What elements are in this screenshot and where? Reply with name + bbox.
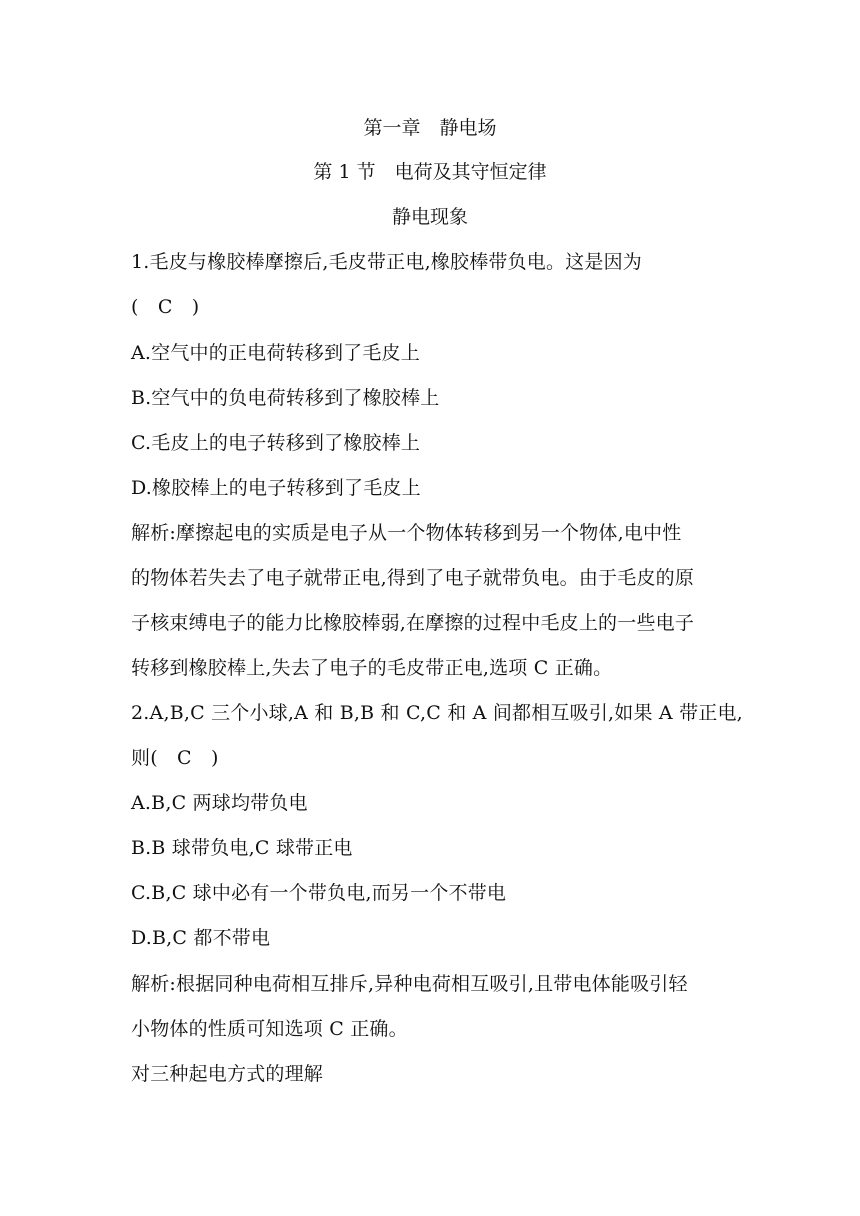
- section-title: 第 1 节 电荷及其守恒定律: [313, 161, 547, 183]
- question-1-analysis-line: 转移到橡胶棒上,失去了电子的毛皮带正电,选项 C 正确。: [131, 657, 613, 679]
- question-2-option-d: D.B,C 都不带电: [131, 927, 271, 949]
- question-1-stem: 1.毛皮与橡胶棒摩擦后,毛皮带正电,橡胶棒带负电。这是因为: [131, 251, 643, 273]
- question-2-option-c: C.B,C 球中必有一个带负电,而另一个不带电: [131, 882, 507, 904]
- question-2-analysis-line: 小物体的性质可知选项 C 正确。: [131, 1018, 408, 1040]
- question-1-answer: ( C ): [131, 296, 200, 318]
- question-2-stem: 2.A,B,C 三个小球,A 和 B,B 和 C,C 和 A 间都相互吸引,如果 A 带正电,: [131, 702, 743, 724]
- question-2-stem-continued: 则( C ): [131, 747, 219, 769]
- question-1-option-a: A.空气中的正电荷转移到了毛皮上: [131, 342, 420, 364]
- question-1-option-b: B.空气中的负电荷转移到了橡胶棒上: [131, 387, 440, 409]
- chapter-title: 第一章 静电场: [363, 117, 497, 139]
- topic-title-static-phenomena: 静电现象: [391, 206, 468, 228]
- question-2-analysis-line: 解析:根据同种电荷相互排斥,异种电荷相互吸引,且带电体能吸引轻: [131, 973, 688, 995]
- question-1-analysis-line: 解析:摩擦起电的实质是电子从一个物体转移到另一个物体,电中性: [131, 522, 682, 544]
- question-2-option-a: A.B,C 两球均带负电: [131, 792, 308, 814]
- question-2-option-b: B.B 球带负电,C 球带正电: [131, 837, 353, 859]
- question-1-analysis-line: 子核束缚电子的能力比橡胶棒弱,在摩擦的过程中毛皮上的一些电子: [131, 612, 695, 634]
- question-1-analysis-line: 的物体若失去了电子就带正电,得到了电子就带负电。由于毛皮的原: [131, 567, 695, 589]
- topic-title-charging-methods: 对三种起电方式的理解: [131, 1063, 324, 1085]
- question-1-option-d: D.橡胶棒上的电子转移到了毛皮上: [131, 477, 421, 499]
- question-1-option-c: C.毛皮上的电子转移到了橡胶棒上: [131, 432, 421, 454]
